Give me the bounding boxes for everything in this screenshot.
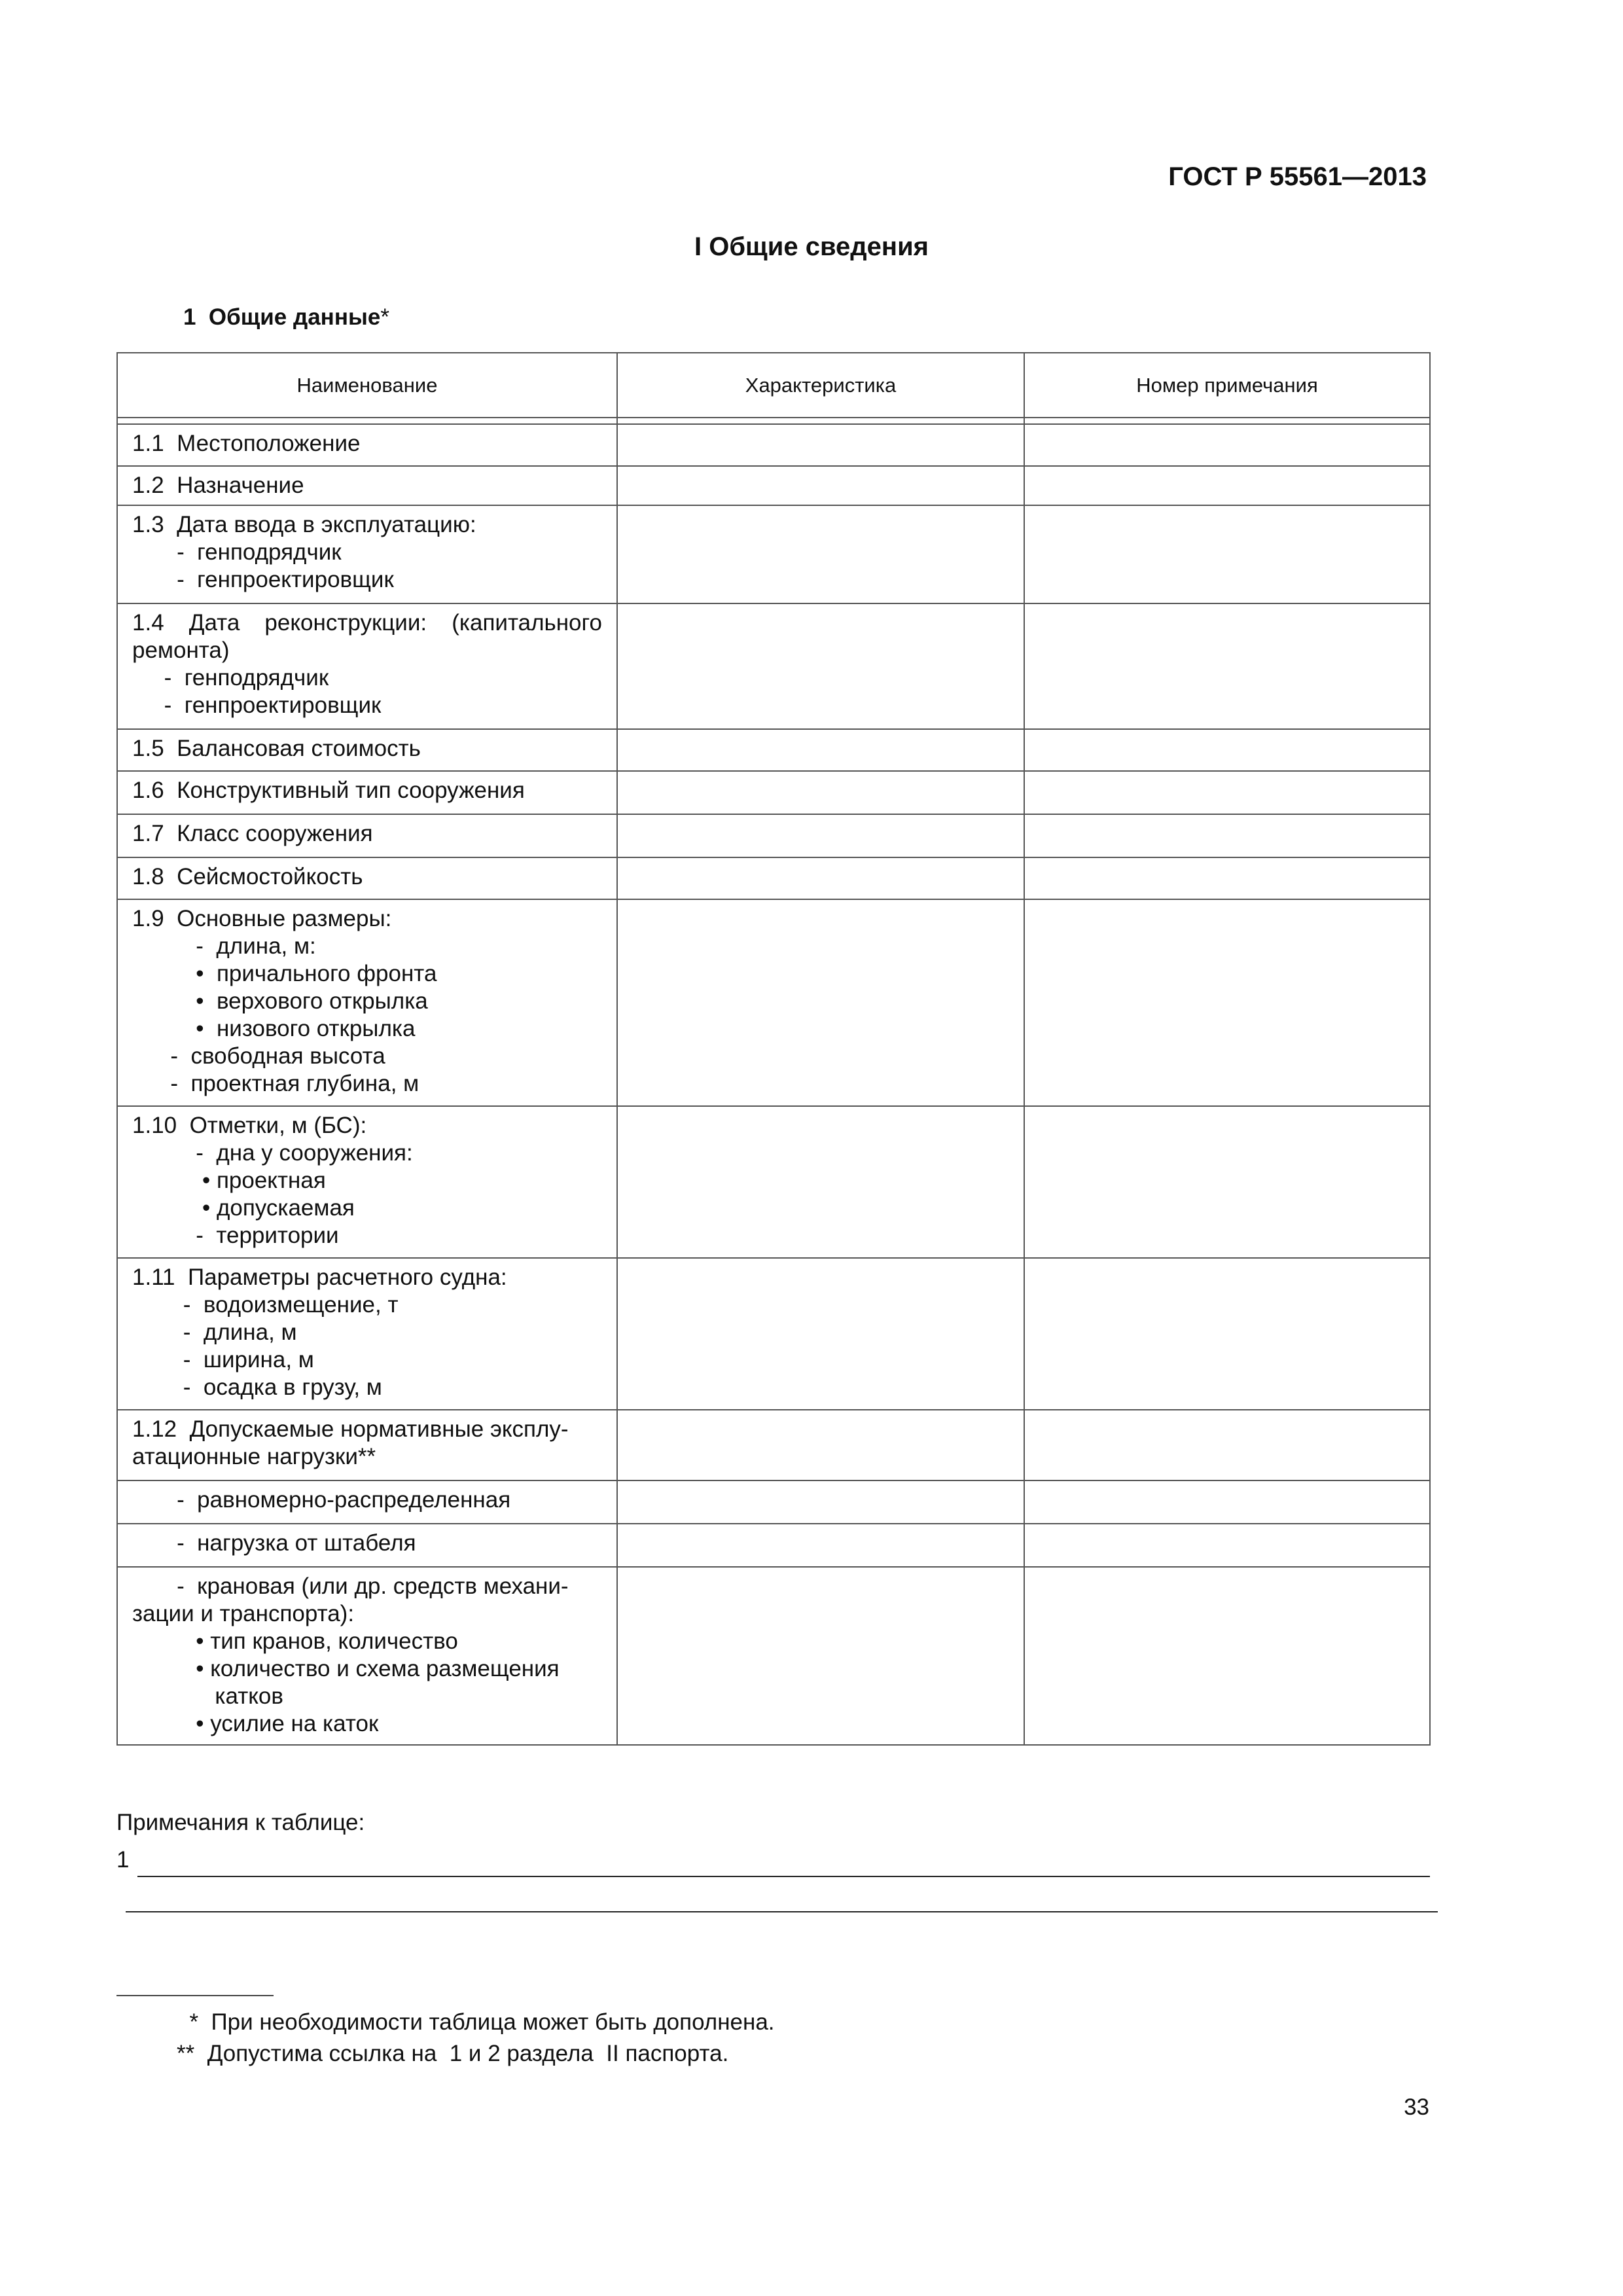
general-data-table [116, 352, 1431, 1746]
row-name-line: - крановая (или др. средств механи- [132, 1573, 569, 1599]
row-name-cell [117, 1567, 617, 1745]
table-row [117, 729, 1430, 771]
row-name-line: 1.2 Назначение [132, 473, 304, 498]
row-name-line: - нагрузка от штабеля [132, 1530, 416, 1556]
row-characteristic-cell[interactable] [617, 1106, 1024, 1258]
table-row [117, 899, 1430, 1106]
row-name-line: 1.8 Сейсмостойкость [132, 864, 363, 889]
table-row [117, 857, 1430, 899]
row-name-line: • причального фронта [132, 961, 437, 986]
row-name-cell [117, 505, 617, 603]
row-name-line: атационные нагрузки** [132, 1444, 376, 1469]
header-spacer-row [117, 418, 1430, 424]
page-number: 33 [1404, 2094, 1429, 2120]
row-name-line: 1.5 Балансовая стоимость [132, 736, 421, 761]
row-name-line: • усилие на каток [132, 1711, 379, 1736]
row-name-line: - свободная высота [132, 1043, 385, 1069]
row-note-number-cell[interactable] [1024, 1567, 1430, 1745]
row-name-cell [117, 814, 617, 857]
table-title-footnote-mark: * [380, 304, 389, 330]
row-name-line: - длина, м [132, 1319, 297, 1345]
table-note-blank-line[interactable] [126, 1911, 1438, 1912]
row-name-cell [117, 1106, 617, 1258]
row-name-cell [117, 729, 617, 771]
row-note-number-cell[interactable] [1024, 1410, 1430, 1480]
table-note-blank-line[interactable] [137, 1876, 1430, 1877]
row-name-line: • низового открылка [132, 1016, 416, 1041]
row-characteristic-cell[interactable] [617, 771, 1024, 814]
row-name-cell [117, 1524, 617, 1567]
row-name-cell [117, 899, 617, 1106]
table-row [117, 603, 1430, 729]
row-name-line: - равномерно-распределенная [132, 1487, 511, 1513]
section-title: I Общие сведения [694, 232, 929, 261]
footnote-2: ** Допустима ссылка на 1 и 2 раздела II паспорта. [177, 2041, 729, 2066]
table-row [117, 424, 1430, 466]
table-row [117, 1410, 1430, 1480]
table-row [117, 771, 1430, 814]
document-code: ГОСТ Р 55561—2013 [1168, 162, 1427, 191]
row-note-number-cell[interactable] [1024, 771, 1430, 814]
row-note-number-cell[interactable] [1024, 857, 1430, 899]
row-note-number-cell[interactable] [1024, 899, 1430, 1106]
row-name-line: 1.4 Дата реконструкции: (капитального [132, 610, 602, 636]
row-note-number-cell[interactable] [1024, 603, 1430, 729]
row-name-cell [117, 1258, 617, 1410]
row-name-line: - осадка в грузу, м [132, 1374, 382, 1400]
row-note-number-cell[interactable] [1024, 814, 1430, 857]
row-name-line: - водоизмещение, т [132, 1292, 399, 1318]
row-name-line: 1.6 Конструктивный тип сооружения [132, 778, 525, 803]
row-name-cell [117, 466, 617, 505]
table-row [117, 1480, 1430, 1524]
row-name-cell [117, 1410, 617, 1480]
row-characteristic-cell[interactable] [617, 1410, 1024, 1480]
table-row [117, 1106, 1430, 1258]
row-note-number-cell[interactable] [1024, 1480, 1430, 1524]
row-name-line: • тип кранов, количество [132, 1628, 458, 1654]
row-name-line: 1.7 Класс сооружения [132, 821, 373, 846]
table-title-text: Общие данные [208, 304, 381, 330]
row-name-cell [117, 424, 617, 466]
row-characteristic-cell[interactable] [617, 505, 1024, 603]
row-name-line: • количество и схема размещения [132, 1656, 560, 1681]
row-name-line: 1.11 Параметры расчетного судна: [132, 1265, 507, 1290]
row-name-line: 1.1 Местоположение [132, 431, 361, 456]
row-name-line: 1.10 Отметки, м (БС): [132, 1113, 367, 1138]
row-characteristic-cell[interactable] [617, 1524, 1024, 1567]
footnote-separator [116, 1995, 274, 1996]
row-note-number-cell[interactable] [1024, 505, 1430, 603]
row-name-line: 1.3 Дата ввода в эксплуатацию: [132, 512, 476, 537]
row-name-line: 1.9 Основные размеры: [132, 906, 392, 931]
row-name-cell [117, 603, 617, 729]
table-header-row [117, 353, 1430, 418]
table-row [117, 814, 1430, 857]
row-characteristic-cell[interactable] [617, 466, 1024, 505]
row-characteristic-cell[interactable] [617, 1567, 1024, 1745]
table-row [117, 466, 1430, 505]
footnote-1: * При необходимости таблица может быть дополнена. [177, 2009, 775, 2035]
column-header-note-number: Номер примечания [1024, 353, 1430, 418]
table-note-number: 1 [116, 1847, 130, 1873]
row-characteristic-cell[interactable] [617, 603, 1024, 729]
row-note-number-cell[interactable] [1024, 1106, 1430, 1258]
row-name-line: • проектная [132, 1168, 326, 1193]
row-note-number-cell[interactable] [1024, 424, 1430, 466]
row-note-number-cell[interactable] [1024, 1258, 1430, 1410]
row-note-number-cell[interactable] [1024, 729, 1430, 771]
row-name-line: - генподрядчик [132, 665, 329, 691]
row-name-line: - дна у сооружения: [132, 1140, 413, 1166]
table-notes-label: Примечания к таблице: [116, 1810, 365, 1835]
row-characteristic-cell[interactable] [617, 424, 1024, 466]
row-characteristic-cell[interactable] [617, 857, 1024, 899]
row-characteristic-cell[interactable] [617, 1480, 1024, 1524]
row-name-line: зации и транспорта): [132, 1601, 355, 1626]
table-row [117, 1567, 1430, 1745]
column-header-characteristic: Характеристика [617, 353, 1024, 418]
row-characteristic-cell[interactable] [617, 1258, 1024, 1410]
column-header-name: Наименование [117, 353, 617, 418]
row-name-line: ремонта) [132, 637, 230, 663]
row-characteristic-cell[interactable] [617, 899, 1024, 1106]
row-name-cell [117, 771, 617, 814]
row-characteristic-cell[interactable] [617, 814, 1024, 857]
table-title [183, 304, 389, 331]
table-row [117, 505, 1430, 603]
row-name-line: катков [132, 1683, 283, 1709]
row-name-line: 1.12 Допускаемые нормативные эксплу- [132, 1416, 569, 1442]
table-row [117, 1524, 1430, 1567]
row-name-line: - генпроектировщик [132, 692, 382, 718]
row-characteristic-cell[interactable] [617, 729, 1024, 771]
row-name-cell [117, 857, 617, 899]
row-name-line: - проектная глубина, м [132, 1071, 419, 1096]
row-name-line: - длина, м: [132, 933, 316, 959]
row-name-line: • допускаемая [132, 1195, 355, 1221]
row-note-number-cell[interactable] [1024, 1524, 1430, 1567]
row-note-number-cell[interactable] [1024, 466, 1430, 505]
row-name-line: - ширина, м [132, 1347, 314, 1372]
row-name-cell [117, 1480, 617, 1524]
row-name-line: - территории [132, 1223, 339, 1248]
table-row [117, 1258, 1430, 1410]
row-name-line: - генпроектировщик [132, 567, 394, 592]
row-name-line: - генподрядчик [132, 539, 342, 565]
row-name-line: • верхового открылка [132, 988, 428, 1014]
table-number: 1 [183, 304, 196, 330]
